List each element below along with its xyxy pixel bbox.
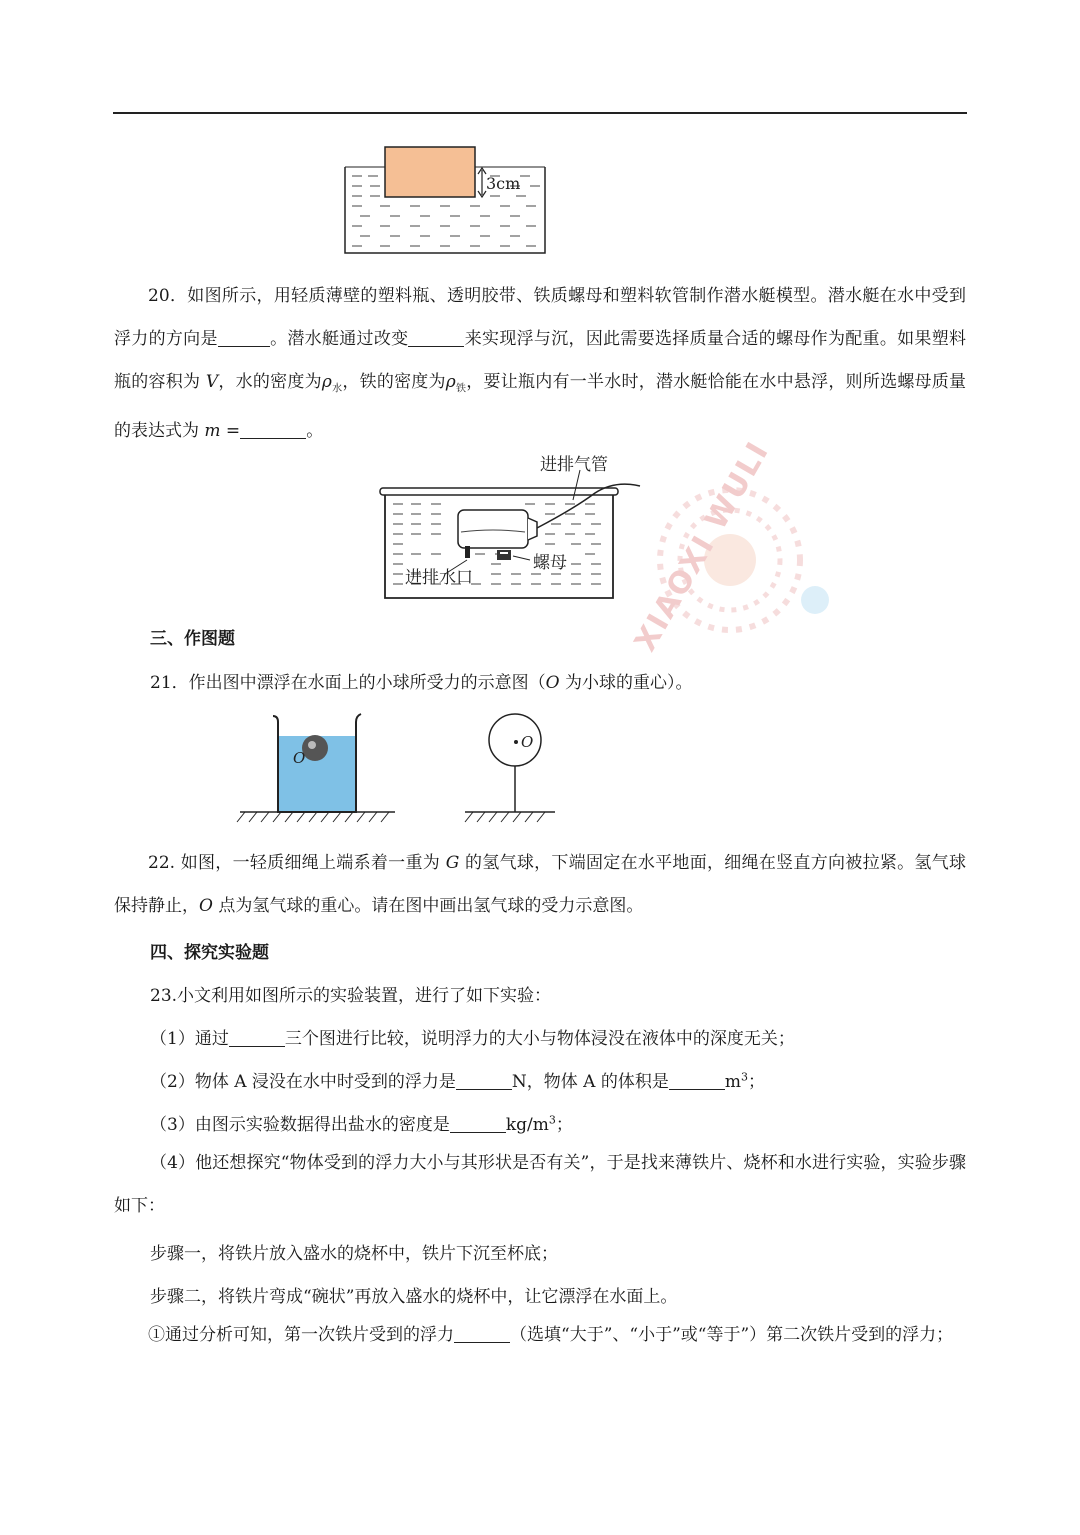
section-4-title: 四、探究实验题 xyxy=(150,943,269,963)
question-23-part-1: （1）通过 三个图进行比较，说明浮力的大小与物体浸没在液体中的深度无关； xyxy=(150,1029,795,1049)
top-rule xyxy=(113,112,967,114)
question-23-part-3: （3）由图示实验数据得出盐水的密度是 $kg/m^3$； xyxy=(150,1113,573,1135)
question-22: 22. 如图，一轻质细绳上端系着一重为 G 的氢气球，下端固定在水平地面，细绳在竖直方向被拉紧。氢气球保持静止，O 点为氢气球的重心。请在图中画出氢气球的受力示意图。 xyxy=(114,853,966,916)
fig20-nut-label: 螺母 xyxy=(533,553,567,573)
question-23-part-2: （2）物体 A 浸没在水中时受到的浮力是 N，物体 A 的体积是 $m^3$； xyxy=(150,1070,765,1092)
question-23-intro: 23.小文利用如图所示的实验装置，进行了如下实验： xyxy=(150,986,552,1006)
fig20-port-label: 进排水口 xyxy=(405,568,473,588)
fig21-beaker-and-balloon xyxy=(235,708,555,833)
watermark-text: XIAOXI WULI xyxy=(628,435,777,658)
question-23-conclusion-1: ①通过分析可知，第一次铁片受到的浮力 （选填“大于”、“小于”或“等于”）第二次铁片受到的浮力； xyxy=(148,1325,954,1345)
svg-text:O: O xyxy=(521,733,534,751)
section-3-title: 三、作图题 xyxy=(150,629,235,649)
question-23-step-2: 步骤二，将铁片弯成“碗状”再放入盛水的烧杯中，让它漂浮在水面上。 xyxy=(150,1287,678,1307)
question-23-step-1: 步骤一，将铁片放入盛水的烧杯中，铁片下沉至杯底； xyxy=(150,1244,558,1264)
question-20: 20．如图所示，用轻质薄壁的塑料瓶、透明胶带、铁质螺母和塑料软管制作潜水艇模型。潜水艇在水中受到浮力的方向是 。潜水艇通过改变 来实现浮与沉，因此需要选择质量合适的螺母作为配重。如果塑料瓶的容积为 V，水的密度为$\rho_水$，铁的密度为$\rho_铁$，要让瓶内有一半水时，潜水艇恰能在水中悬浮，则所选螺母质量的表达式为 m = 。 xyxy=(114,286,967,442)
svg-text:O: O xyxy=(293,749,306,767)
fig19-dimension-label: 3cm xyxy=(486,174,521,193)
question-23-part-4: （4）他还想探究“物体受到的浮力大小与其形状是否有关”，于是找来薄铁片、烧杯和水进行实验，实验步骤如下： xyxy=(114,1153,966,1216)
fig19-block-tank xyxy=(340,140,550,258)
question-21: 21．作出图中漂浮在水面上的小球所受力的示意图（O 为小球的重心）。 xyxy=(150,673,693,693)
fig20-tube-label: 进排气管 xyxy=(540,455,608,475)
